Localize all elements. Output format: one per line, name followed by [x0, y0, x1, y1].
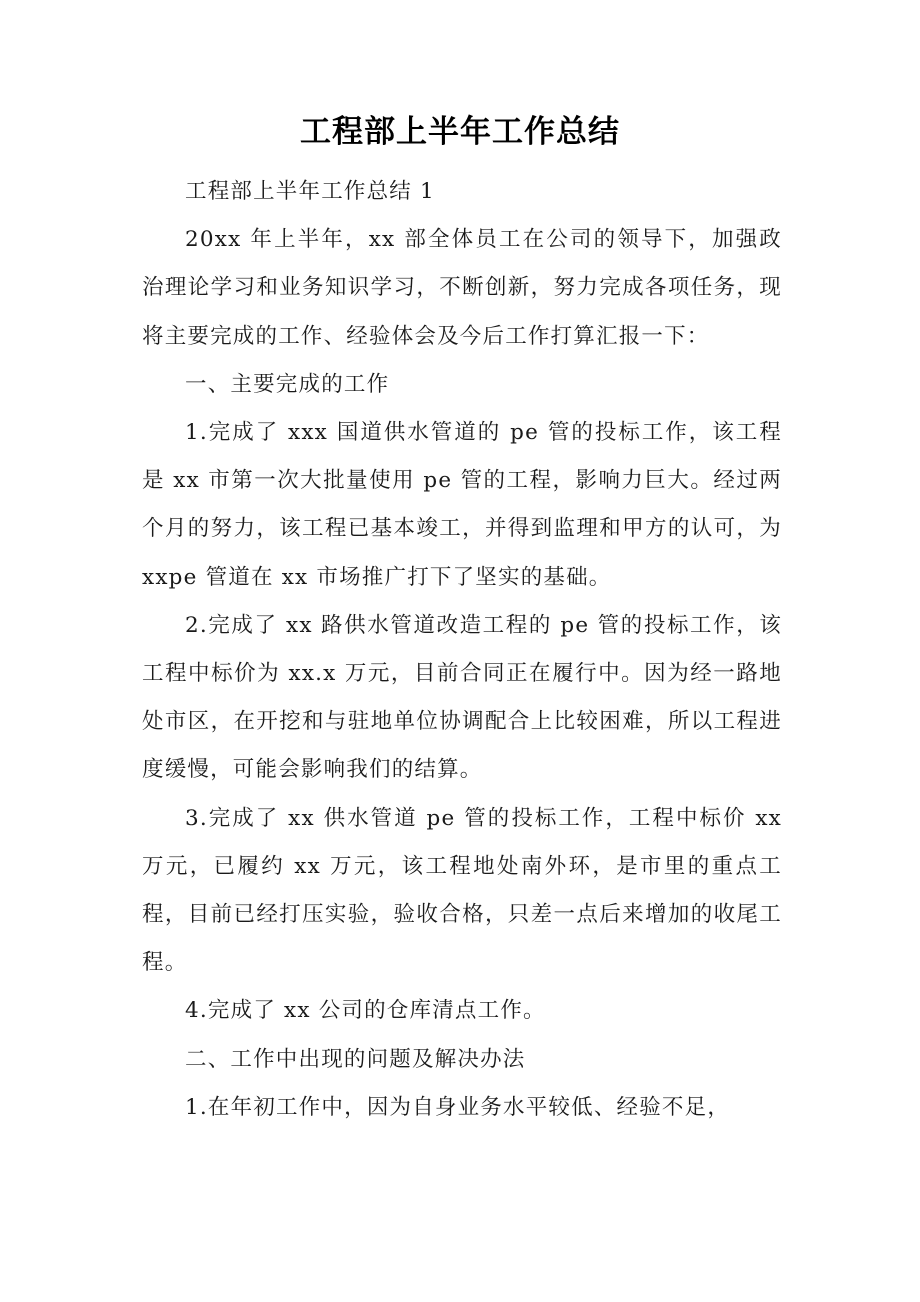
problem-item-1: 1.在年初工作中，因为自身业务水平较低、经验不足， — [185, 1094, 731, 1120]
section-heading-2: 二、工作中出现的问题及解决办法 — [185, 1046, 526, 1072]
work-item-3: 3.完成了 xx 供水管道 pe 管的投标工作，工程中标价 xx 万元，已履约 xx 万元，该工程地处南外环，是市里的重点工程，目前已经打压实验，验收合格，只差一点后来增加的收尾工程。 — [142, 805, 782, 976]
intro-paragraph: 20xx 年上半年，xx 部全体员工在公司的领导下，加强政治理论学习和业务知识学习，不断创新，努力完成各项任务，现将主要完成的工作、经验体会及今后工作打算汇报一下： — [142, 227, 782, 349]
work-item-2: 2.完成了 xx 路供水管道改造工程的 pe 管的投标工作，该工程中标价为 xx.x 万元，目前合同正在履行中。因为经一路地处市区，在开挖和与驻地单位协调配合上比较困难，所以工程进度缓慢，可能会影响我们的结算。 — [142, 612, 782, 783]
work-item-1: 1.完成了 xxx 国道供水管道的 pe 管的投标工作，该工程是 xx 市第一次大批量使用 pe 管的工程，影响力巨大。经过两个月的努力，该工程已基本竣工，并得到监理和甲方的认可，为 xxpe 管道在 xx 市场推广打下了坚实的基础。 — [142, 420, 782, 590]
document-title: 工程部上半年工作总结 — [300, 114, 620, 150]
section-heading-1: 一、主要完成的工作 — [185, 371, 390, 397]
work-item-4: 4.完成了 xx 公司的仓库清点工作。 — [185, 998, 546, 1024]
subtitle-paragraph: 工程部上半年工作总结 1 — [185, 179, 435, 204]
document-body — [142, 168, 782, 1132]
